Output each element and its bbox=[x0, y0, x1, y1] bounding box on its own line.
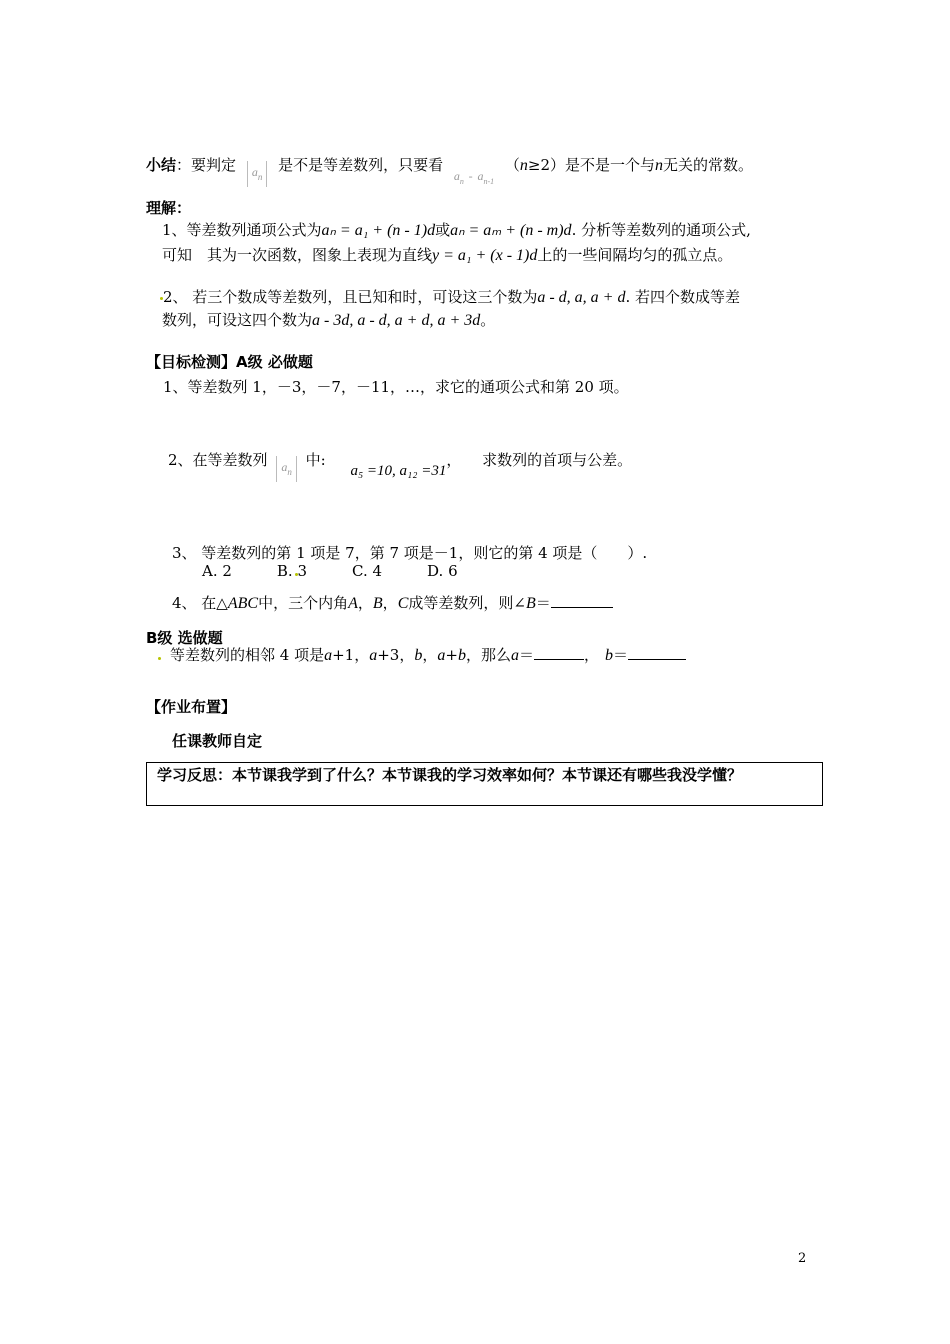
lb-qb: b bbox=[604, 647, 613, 664]
q2-text-c: 求数列的首项与公差。 bbox=[482, 451, 633, 469]
lb-t3: b bbox=[414, 647, 423, 664]
lb-t4a: a bbox=[437, 647, 446, 664]
understanding-item-1-line-1 bbox=[162, 220, 751, 241]
q4-angle-b2: B bbox=[525, 595, 536, 612]
u2-text-a: 2、 若三个数成等差数列，且已知和时，可设这三个数为 bbox=[163, 288, 538, 306]
understanding-item-1-line-2 bbox=[162, 245, 732, 266]
q4-text-f: ＝ bbox=[535, 594, 551, 612]
q4-sep-2: ， bbox=[382, 594, 398, 612]
q4-sep-1: ， bbox=[357, 594, 373, 612]
lb-text-a: 等差数列的相邻 4 项是 bbox=[170, 646, 325, 664]
u2-text-b: . 若四个数成等差 bbox=[625, 288, 740, 306]
lb-qa: a bbox=[510, 647, 519, 664]
four-terms-formula: a - 3d, a - d, a + d, a + 3d bbox=[312, 312, 481, 329]
understanding-item-2-line-1 bbox=[163, 287, 740, 308]
u1-or: 或 bbox=[435, 221, 451, 239]
level-b-heading: B级 选做题 bbox=[146, 629, 223, 647]
lb-t3b: ， bbox=[422, 646, 438, 664]
homework-content: 任课教师自定 bbox=[172, 732, 263, 750]
lb-t2b: +3， bbox=[377, 646, 415, 664]
target-heading: 【目标检测】A级 必做题 bbox=[146, 353, 313, 371]
question-3: 3、 等差数列的第 1 项是 7，第 7 项是－1，则它的第 4 项是（ ）. bbox=[172, 544, 648, 562]
summary-text-1: ：要判定 bbox=[176, 156, 237, 174]
u1-text-b: . 分析等差数列的通项公式, bbox=[571, 221, 751, 239]
q2-text-b: 中: bbox=[305, 451, 326, 469]
summary-n: n bbox=[655, 157, 664, 174]
q4-angle-c: C bbox=[397, 595, 409, 612]
q4-text-a: 4、 在△ bbox=[172, 594, 228, 612]
lb-t1b: +1， bbox=[332, 646, 370, 664]
q2-given-formula: a₅ =10, a₁₂ =31 bbox=[350, 463, 447, 479]
lb-eq1: ＝ bbox=[518, 646, 534, 664]
question-4 bbox=[172, 593, 613, 614]
answer-blank-angle-b[interactable] bbox=[551, 593, 613, 608]
three-terms-formula: a - d, a, a + d bbox=[537, 289, 626, 306]
cond-n: n bbox=[519, 157, 528, 174]
homework-heading: 【作业布置】 bbox=[146, 698, 237, 716]
summary-line bbox=[146, 155, 754, 186]
q4-triangle: ABC bbox=[227, 595, 259, 612]
question-3-options: A. 2 B. 3 C. 4 D. 6 bbox=[202, 562, 458, 580]
q2-comma: ， bbox=[446, 451, 462, 469]
summary-text-3: （ bbox=[504, 156, 520, 174]
lb-t1: a bbox=[324, 647, 333, 664]
line-formula: y = a₁ + (x - 1)d bbox=[432, 247, 538, 264]
level-b-question bbox=[170, 645, 686, 666]
lb-t4b: b bbox=[457, 647, 466, 664]
lb-t4p: + bbox=[445, 646, 458, 664]
u2-text-d: 。 bbox=[480, 311, 496, 329]
q4-text-e: 成等差数列，则∠ bbox=[408, 594, 526, 612]
summary-text-4: 无关的常数。 bbox=[663, 156, 754, 174]
question-1: 1、等差数列 1，－3，－7，－11，…，求它的通项公式和第 20 项。 bbox=[163, 378, 629, 396]
lb-eq2: ＝ bbox=[612, 646, 628, 664]
q2-text-a: 2、在等差数列 bbox=[168, 451, 268, 469]
general-term-formula-2: aₙ = aₘ + (n - m)d bbox=[450, 222, 572, 239]
q4-text-b: 中，三个内角 bbox=[258, 594, 349, 612]
q2-sequence-symbol: $a_n$ bbox=[276, 456, 297, 482]
reflection-box bbox=[146, 762, 823, 806]
summary-cond-rest: ≥2）是不是一个与 bbox=[527, 156, 656, 174]
u1-text-d: 上的一些间隔均匀的孤立点。 bbox=[537, 246, 733, 264]
q4-angle-a: A bbox=[348, 595, 358, 612]
answer-blank-a[interactable] bbox=[534, 645, 584, 660]
understanding-item-2-line-2 bbox=[162, 310, 495, 331]
summary-label: 小结 bbox=[146, 156, 177, 174]
reflection-text: 学习反思：本节课我学到了什么？本节课我的学习效率如何？本节课还有哪些我没学懂？ bbox=[157, 766, 743, 784]
u1-text-a: 1、等差数列通项公式为 bbox=[162, 221, 322, 239]
u2-text-c: 数列，可设这四个数为 bbox=[162, 311, 313, 329]
summary-text-2: 是不是等差数列，只要看 bbox=[278, 156, 444, 174]
question-2 bbox=[168, 450, 633, 479]
difference-formula: $a_n - a_{n-1}$ bbox=[453, 169, 495, 186]
general-term-formula-1: aₙ = a₁ + (n - 1)d bbox=[321, 222, 436, 239]
lb-t2: a bbox=[369, 647, 378, 664]
u1-text-c: 可知 其为一次函数，图象上表现为直线 bbox=[162, 246, 433, 264]
marker-dot bbox=[158, 657, 161, 660]
lb-text-b: ，那么 bbox=[465, 646, 511, 664]
page-number: 2 bbox=[798, 1251, 807, 1266]
answer-blank-b[interactable] bbox=[628, 645, 686, 660]
q4-angle-b: B bbox=[372, 595, 383, 612]
sequence-symbol: $a_n$ bbox=[247, 161, 268, 187]
lb-sep: ， bbox=[583, 646, 599, 664]
understanding-heading: 理解： bbox=[146, 199, 192, 217]
